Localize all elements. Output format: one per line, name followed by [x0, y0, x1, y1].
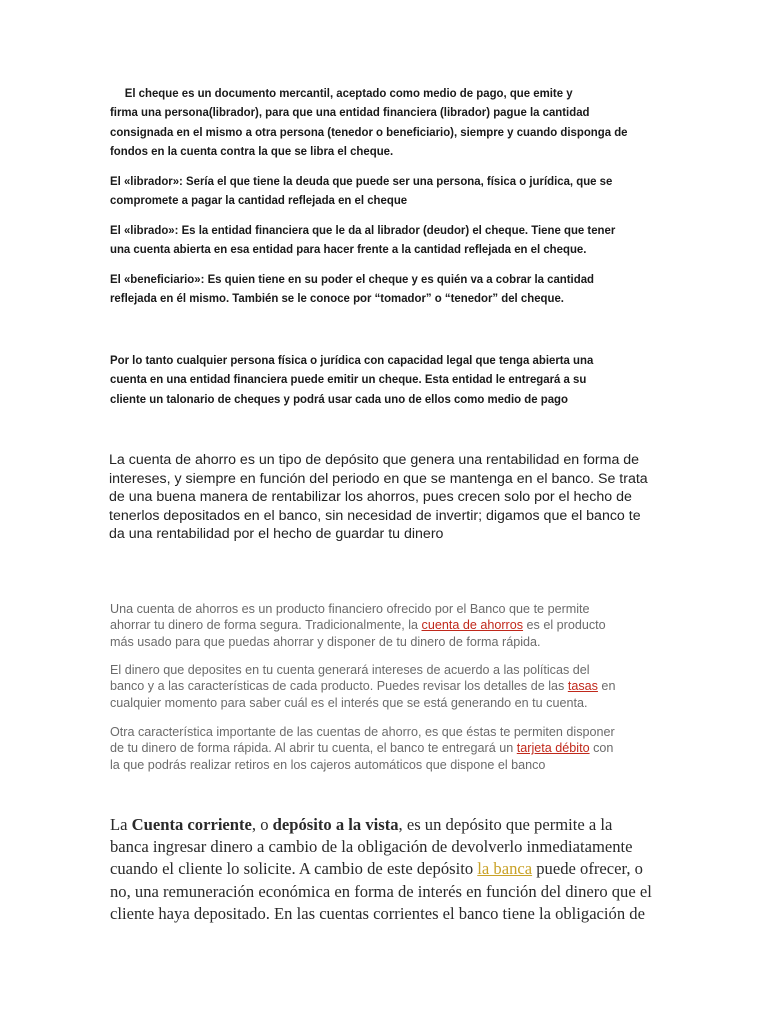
intereses-paragraph [110, 662, 670, 711]
text-line: compromete a pagar la cantidad reflejada en el cheque [110, 193, 408, 208]
cuenta-ahorro-paragraph [109, 451, 669, 544]
cheque-definition-paragraph [110, 84, 662, 162]
text-line: tenerlos depositados en el banco, sin necesidad de invertir; digamos que el banco te [109, 507, 641, 524]
cuenta-ahorros-banco-paragraph [110, 601, 670, 650]
cuenta-corriente-paragraph [110, 814, 670, 925]
text-line: la que podrás realizar retiros en los cajeros automáticos que dispone el banco [110, 757, 546, 772]
cuenta-de-ahorros-link[interactable]: cuenta de ahorros [421, 618, 524, 633]
text-line: de una buena manera de rentabilizar los ahorros, pues crecen solo por el hecho de [109, 489, 632, 506]
text-line [110, 814, 670, 836]
text-line [110, 858, 670, 880]
text-line: La cuenta de ahorro es un tipo de depósito que genera una rentabilidad en forma de [109, 452, 640, 468]
bold-term: Cuenta corriente [131, 815, 252, 834]
text-segment: puede ofrecer, o [532, 859, 643, 879]
text-line [110, 617, 670, 633]
text-line: consignada en el mismo a otra persona (tenedor o beneficiario), siempre y cuando disponga de [110, 124, 628, 139]
text-line: banca ingresar dinero a cambio de la obligación de devolverlo inmediatamente [110, 837, 633, 857]
text-line: firma una persona(librador), para que una entidad financiera (librador) pague la cantidad [110, 105, 590, 120]
text-segment: banco y a las características de cada producto. Puedes revisar los detalles de las [110, 679, 568, 694]
text-line: cliente un talonario de cheques y podrá usar cada uno de ellos como medio de pago [110, 391, 568, 406]
librador-paragraph [110, 172, 662, 211]
text-line: El «librador»: Sería el que tiene la deuda que puede ser una persona, física o jurídica, que se [110, 174, 613, 188]
text-line: no, una remuneración económica en forma de interés en función del dinero que el [110, 881, 652, 901]
text-line: una cuenta abierta en esa entidad para hacer frente a la cantidad reflejada en el cheque. [110, 242, 587, 257]
text-line: Una cuenta de ahorros es un producto financiero ofrecido por el Banco que te permite [110, 602, 590, 616]
text-segment: , es un depósito que permite a la [398, 815, 613, 834]
text-line: El «beneficiario»: Es quien tiene en su poder el cheque y es quién va a cobrar la cantidad [110, 272, 595, 286]
text-line: fondos en la cuenta contra la que se libra el cheque. [110, 144, 394, 159]
text-line-content: El cheque es un documento mercantil, aceptado como medio de pago, que emite y [124, 86, 573, 100]
text-segment: de tu dinero de forma rápida. Al abrir tu cuenta, el banco te entregará un [110, 741, 517, 756]
text-segment: , o [251, 815, 273, 834]
librado-paragraph [110, 221, 662, 260]
bold-term: depósito a la vista [272, 815, 399, 834]
text-segment: La [110, 815, 132, 834]
text-segment: con [589, 741, 614, 756]
text-segment: en [597, 679, 616, 694]
text-line: da una rentabilidad por el hecho de guardar tu dinero [109, 526, 444, 543]
text-line: Por lo tanto cualquier persona física o jurídica con capacidad legal que tenga abierta una [110, 353, 594, 367]
text-line: cliente haya depositado. En las cuentas corrientes el banco tiene la obligación de [110, 903, 645, 923]
text-line [110, 84, 662, 103]
tarjeta-debito-paragraph [110, 724, 670, 773]
text-segment: es el producto [523, 618, 606, 633]
text-line: más usado para que puedas ahorrar y disponer de tu dinero de forma rápida. [110, 634, 541, 649]
conclusion-paragraph [110, 351, 662, 409]
text-segment: cuando el cliente lo solicite. A cambio de este depósito [110, 859, 478, 879]
text-line: intereses, y siempre en función del periodo en que se mantenga en el banco. Se trata [109, 470, 648, 487]
text-line: El «librado»: Es la entidad financiera que le da al librador (deudor) el cheque. Tiene que tener [110, 223, 616, 237]
tarjeta-debito-link[interactable]: tarjeta débito [516, 741, 590, 756]
text-line: El dinero que deposites en tu cuenta generará intereses de acuerdo a las políticas del [110, 663, 590, 677]
text-line: cuenta en una entidad financiera puede emitir un cheque. Esta entidad le entregará a su [110, 372, 587, 387]
text-line [110, 740, 670, 756]
text-line: reflejada en él mismo. También se le conoce por “tomador” o “tenedor” del cheque. [110, 291, 564, 306]
text-line: cualquier momento para saber cuál es el interés que se está generando en tu cuenta. [110, 695, 588, 710]
text-line: Otra característica importante de las cuentas de ahorro, es que éstas te permiten disponer [110, 725, 615, 739]
beneficiario-paragraph [110, 270, 662, 309]
text-line [110, 678, 670, 694]
tasas-link[interactable]: tasas [567, 679, 598, 694]
la-banca-link[interactable]: la banca [477, 859, 533, 879]
text-segment: ahorrar tu dinero de forma segura. Tradicionalmente, la [110, 618, 422, 633]
